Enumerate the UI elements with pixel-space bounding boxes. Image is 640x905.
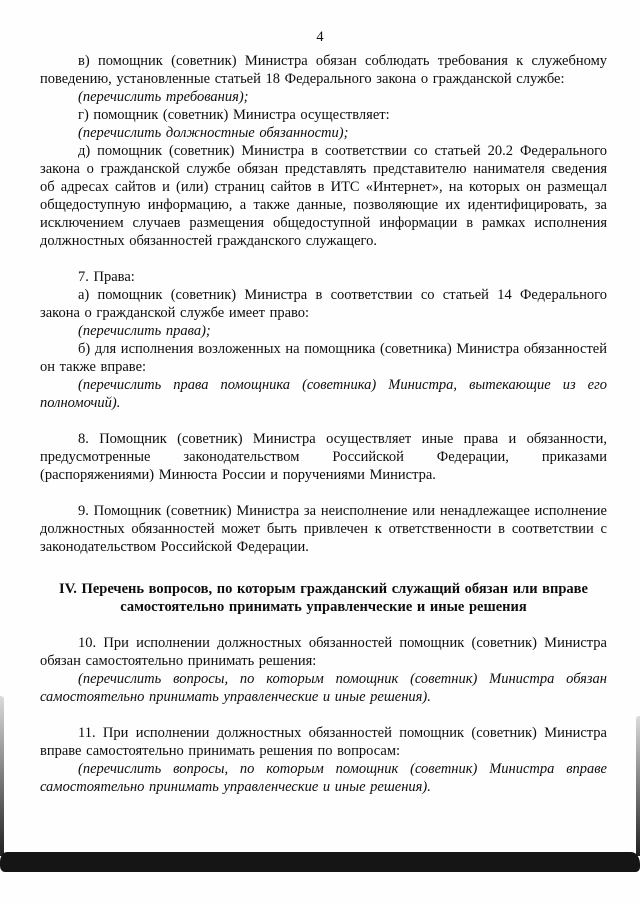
paragraph: д) помощник (советник) Министра в соответствии со статьей 20.2 Федерального закона о гражданской службе обязан представлять представителю нанимателя сведения об адресах сайтов и (или) страниц сайтов в ИТС «Интернет», на которых он размещал общедоступную информацию, а также данные, позволяющие их идентифицировать, за исключением случаев размещения общедоступной информации в рамках исполнения должностных обязанностей гражданского служащего. bbox=[40, 143, 607, 249]
paragraph: (перечислить вопросы, по которым помощник (советник) Министра обязан самостоятельно принимать управленческие и иные решения). bbox=[40, 671, 607, 705]
paragraph: (перечислить должностные обязанности); bbox=[78, 125, 349, 141]
paragraph: а) помощник (советник) Министра в соответствии со статьей 14 Федерального закона о гражданской службе имеет право: bbox=[40, 287, 607, 321]
paragraph: (перечислить требования); bbox=[78, 89, 249, 105]
paragraph: 9. Помощник (советник) Министра за неисполнение или ненадлежащее исполнение должностных обязанностей может быть привлечен к ответственности в соответствии с законодательством Российской Федерации. bbox=[40, 503, 607, 555]
paragraph: (перечислить права); bbox=[78, 323, 211, 339]
page-number: 4 bbox=[316, 29, 324, 45]
document-body bbox=[0, 52, 640, 796]
paragraph: в) помощник (советник) Министра обязан соблюдать требования к служебному поведению, установленные статьей 18 Федерального закона о гражданской службе: bbox=[40, 53, 607, 87]
paragraph: 11. При исполнении должностных обязанностей помощник (советник) Министра вправе самостоятельно принимать решения по вопросам: bbox=[40, 725, 607, 759]
paragraph: (перечислить вопросы, по которым помощник (советник) Министра вправе самостоятельно принимать управленческие и иные решения). bbox=[40, 761, 607, 795]
paragraph: 7. Права: bbox=[78, 269, 135, 285]
paragraph: (перечислить права помощника (советника) Министра, вытекающие из его полномочий). bbox=[40, 377, 607, 411]
scan-artifact-right-edge bbox=[636, 716, 640, 856]
paragraph: 10. При исполнении должностных обязанностей помощник (советник) Министра обязан самостоятельно принимать решения: bbox=[40, 635, 607, 669]
scan-artifact-left-edge bbox=[0, 696, 4, 856]
section-heading: IV. Перечень вопросов, по которым гражданский служащий обязан или вправе самостоятельно принимать управленческие и иные решения bbox=[59, 581, 588, 615]
scan-artifact-bottom-bar bbox=[0, 852, 640, 872]
paragraph: 8. Помощник (советник) Министра осуществляет иные права и обязанности, предусмотренные законодательством Российской Федерации, приказами (распоряжениями) Минюста России и поручениями Министра. bbox=[40, 431, 607, 483]
paragraph: г) помощник (советник) Министра осуществляет: bbox=[78, 107, 390, 123]
paragraph: б) для исполнения возложенных на помощника (советника) Министра обязанностей он также вправе: bbox=[40, 341, 607, 375]
